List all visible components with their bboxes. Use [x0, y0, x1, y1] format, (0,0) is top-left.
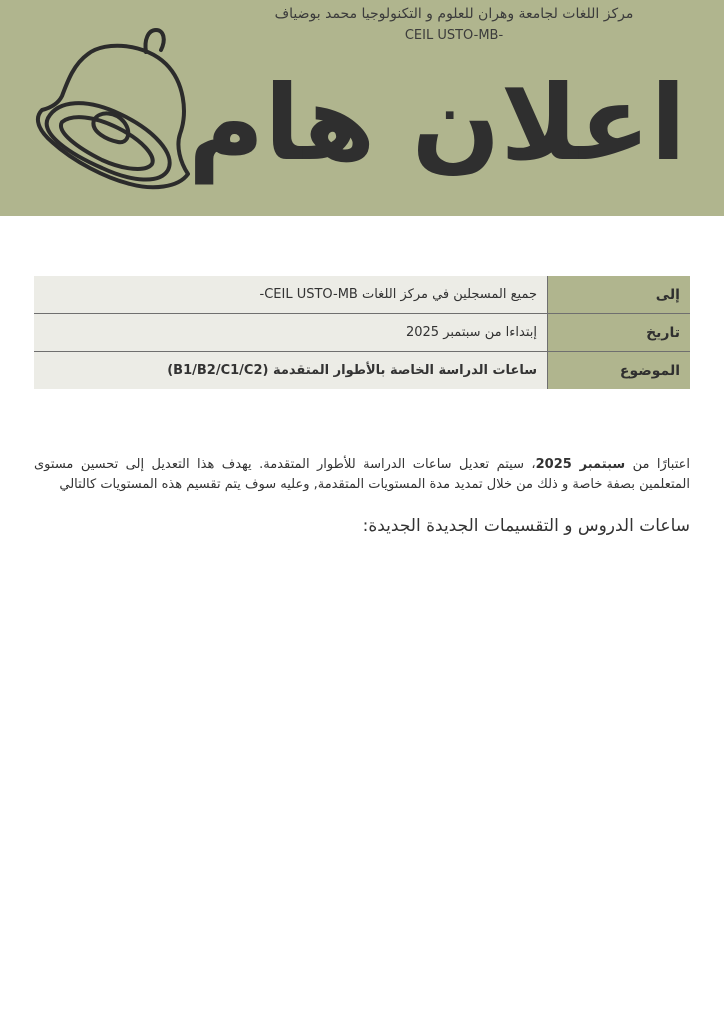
header-banner — [0, 0, 724, 216]
info-label: تاريخ — [548, 314, 691, 352]
info-label: الموضوع — [548, 352, 691, 390]
bell-icon — [28, 22, 193, 197]
info-row-date — [34, 314, 690, 352]
intro-rest: ، سيتم تعديل ساعات الدراسة للأطوار المتقدمة. يهدف هذا التعديل إلى تحسين مستوى المتعلمين بصفة خاصة و ذلك من خلال تمديد مدة المستويات المتقدمة, وعليه سوف يتم تقسيم هذه المستويات كالتالي — [34, 457, 690, 492]
page-title: اعلان هام — [187, 62, 686, 184]
section-heading: ساعات الدروس و التقسيمات الجديدة الجديدة: — [362, 516, 690, 536]
intro-prefix: اعتبارًا من — [625, 457, 690, 472]
org-code: CEIL USTO-MB- — [404, 28, 504, 43]
info-row-to — [34, 276, 690, 314]
announcement-paragraph — [34, 455, 690, 495]
info-value: جميع المسجلين في مركز اللغات CEIL USTO-MB- — [34, 276, 548, 314]
info-value: ساعات الدراسة الخاصة بالأطوار المتقدمة (B1/B2/C1/C2) — [34, 352, 548, 390]
intro-date: سبتمبر 2025 — [535, 457, 626, 472]
info-row-subject — [34, 352, 690, 390]
info-value: إبتداءا من سبتمبر 2025 — [34, 314, 548, 352]
info-label: إلى — [548, 276, 691, 314]
memo-info-table — [34, 276, 690, 389]
org-name: مركز اللغات لجامعة وهران للعلوم و التكنولوجيا محمد بوضياف — [274, 6, 634, 22]
